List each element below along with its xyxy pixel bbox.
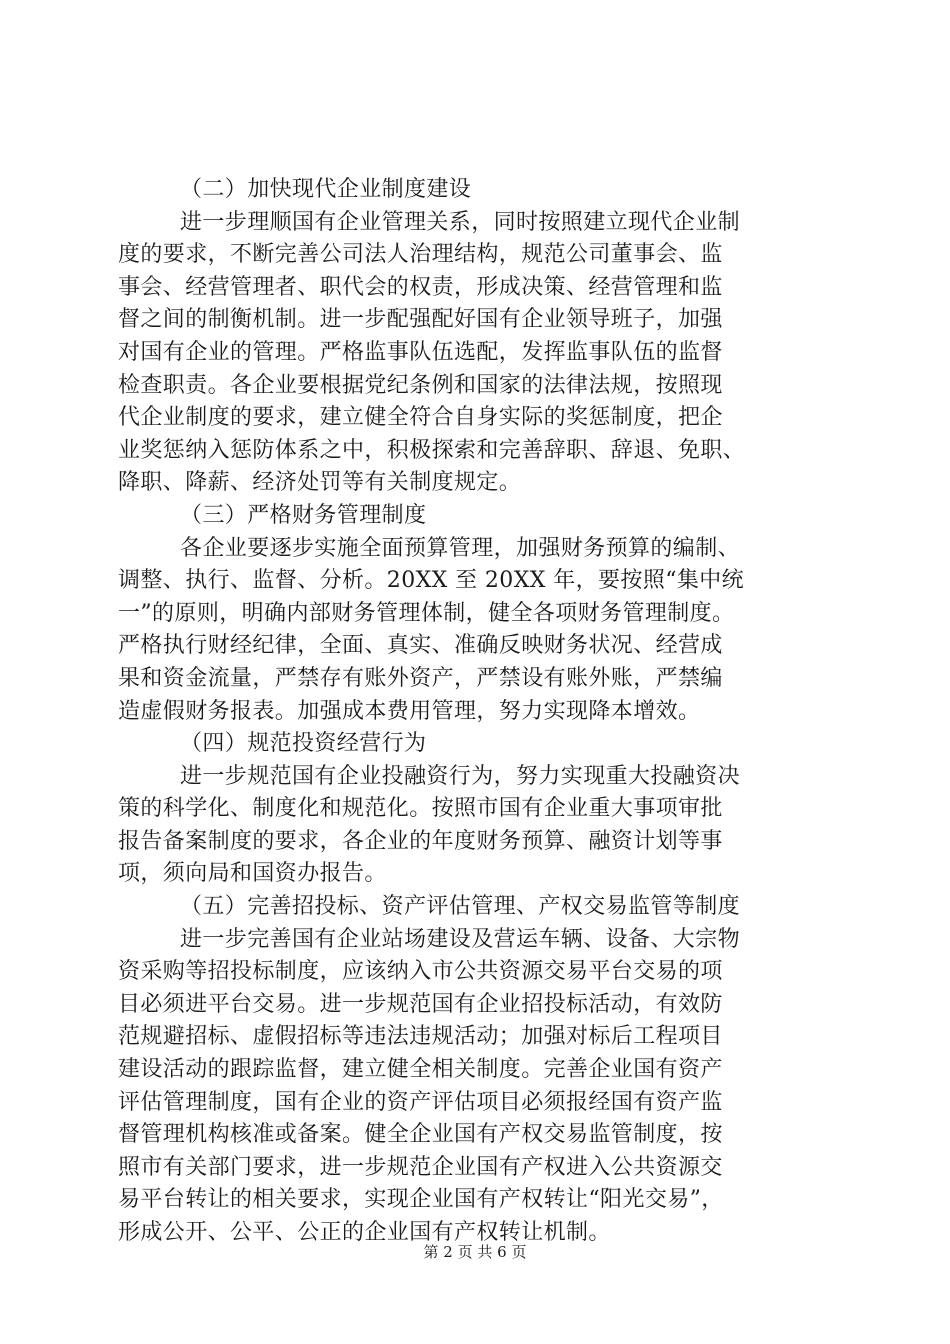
paragraph-line: 项，须向局和国资办报告。 <box>118 861 387 887</box>
paragraph-line: 业奖惩纳入惩防体系之中，积极探索和完善辞职、辞退、免职、 <box>118 437 746 463</box>
paragraph-line: 进一步规范国有企业投融资行为，努力实现重大投融资决 <box>180 763 741 789</box>
paragraph-line: 进一步完善国有企业站场建设及营运车辆、设备、大宗物 <box>180 926 741 952</box>
paragraph-line: 一”的原则，明确内部财务管理体制，健全各项财务管理制度。 <box>118 600 735 626</box>
paragraph-line: 降职、降薪、经济处罚等有关制度规定。 <box>118 470 522 496</box>
paragraph-line: 检查职责。各企业要根据党纪条例和国家的法律法规，按照现 <box>118 372 723 398</box>
paragraph-line: 各企业要逐步实施全面预算管理，加强财务预算的编制、 <box>180 535 741 561</box>
paragraph-line: 督之间的制衡机制。进一步配强配好国有企业领导班子，加强 <box>118 307 723 333</box>
section-4 <box>118 728 833 891</box>
page-footer <box>0 1242 950 1262</box>
section-heading: （五）完善招投标、资产评估管理、产权交易监管等制度 <box>180 894 741 920</box>
paragraph-line: 建设活动的跟踪监督，建立健全相关制度。完善企业国有资产 <box>118 1057 723 1083</box>
section-heading: （四）规范投资经营行为 <box>180 731 427 757</box>
paragraph-line: 形成公开、公平、公正的企业国有产权转让机制。 <box>118 1220 611 1245</box>
paragraph-line: 事会、经营管理者、职代会的权责，形成决策、经营管理和监 <box>118 274 723 300</box>
section-5 <box>118 891 833 1250</box>
paragraph-line: 资采购等招投标制度，应该纳入市公共资源交易平台交易的项 <box>118 959 723 985</box>
section-heading: （二）加快现代企业制度建设 <box>180 177 472 202</box>
section-heading: （三）严格财务管理制度 <box>180 502 427 528</box>
paragraph-line: 造虚假财务报表。加强成本费用管理，努力实现降本增效。 <box>118 698 701 724</box>
section-2 <box>118 174 833 500</box>
paragraph-line: 对国有企业的管理。严格监事队伍选配，发挥监事队伍的监督 <box>118 339 723 365</box>
page-number: 第 2 页 共 6 页 <box>423 1243 527 1261</box>
paragraph-line: 范规避招标、虚假招标等违法违规活动；加强对标后工程项目 <box>118 1024 723 1050</box>
paragraph-line: 报告备案制度的要求，各企业的年度财务预算、融资计划等事 <box>118 828 723 854</box>
paragraph-line: 照市有关部门要求，进一步规范企业国有产权进入公共资源交 <box>118 1154 723 1180</box>
paragraph-line: 度的要求，不断完善公司法人治理结构，规范公司董事会、监 <box>118 242 723 268</box>
paragraph-line: 易平台转让的相关要求，实现企业国有产权转让“阳光交易”， <box>118 1187 724 1213</box>
paragraph-line: 督管理机构核准或备案。健全企业国有产权交易监管制度，按 <box>118 1122 723 1148</box>
section-3 <box>118 500 833 728</box>
paragraph-line: 严格执行财经纪律，全面、真实、准确反映财务状况、经营成 <box>118 633 723 659</box>
paragraph-line: 目必须进平台交易。进一步规范国有企业招投标活动，有效防 <box>118 991 723 1017</box>
paragraph-line: 策的科学化、制度化和规范化。按照市国有企业重大事项审批 <box>118 796 723 822</box>
paragraph-line: 进一步理顺国有企业管理关系，同时按照建立现代企业制 <box>180 209 741 235</box>
paragraph-line: 代企业制度的要求，建立健全符合自身实际的奖惩制度，把企 <box>118 405 723 431</box>
document-body <box>118 174 833 1250</box>
paragraph-line: 调整、执行、监督、分析。20XX 至 20XX 年，要按照“集中统 <box>118 568 745 594</box>
paragraph-line: 果和资金流量，严禁存有账外资产，严禁设有账外账，严禁编 <box>118 665 723 691</box>
paragraph-line: 评估管理制度，国有企业的资产评估项目必须报经国有资产监 <box>118 1089 723 1115</box>
